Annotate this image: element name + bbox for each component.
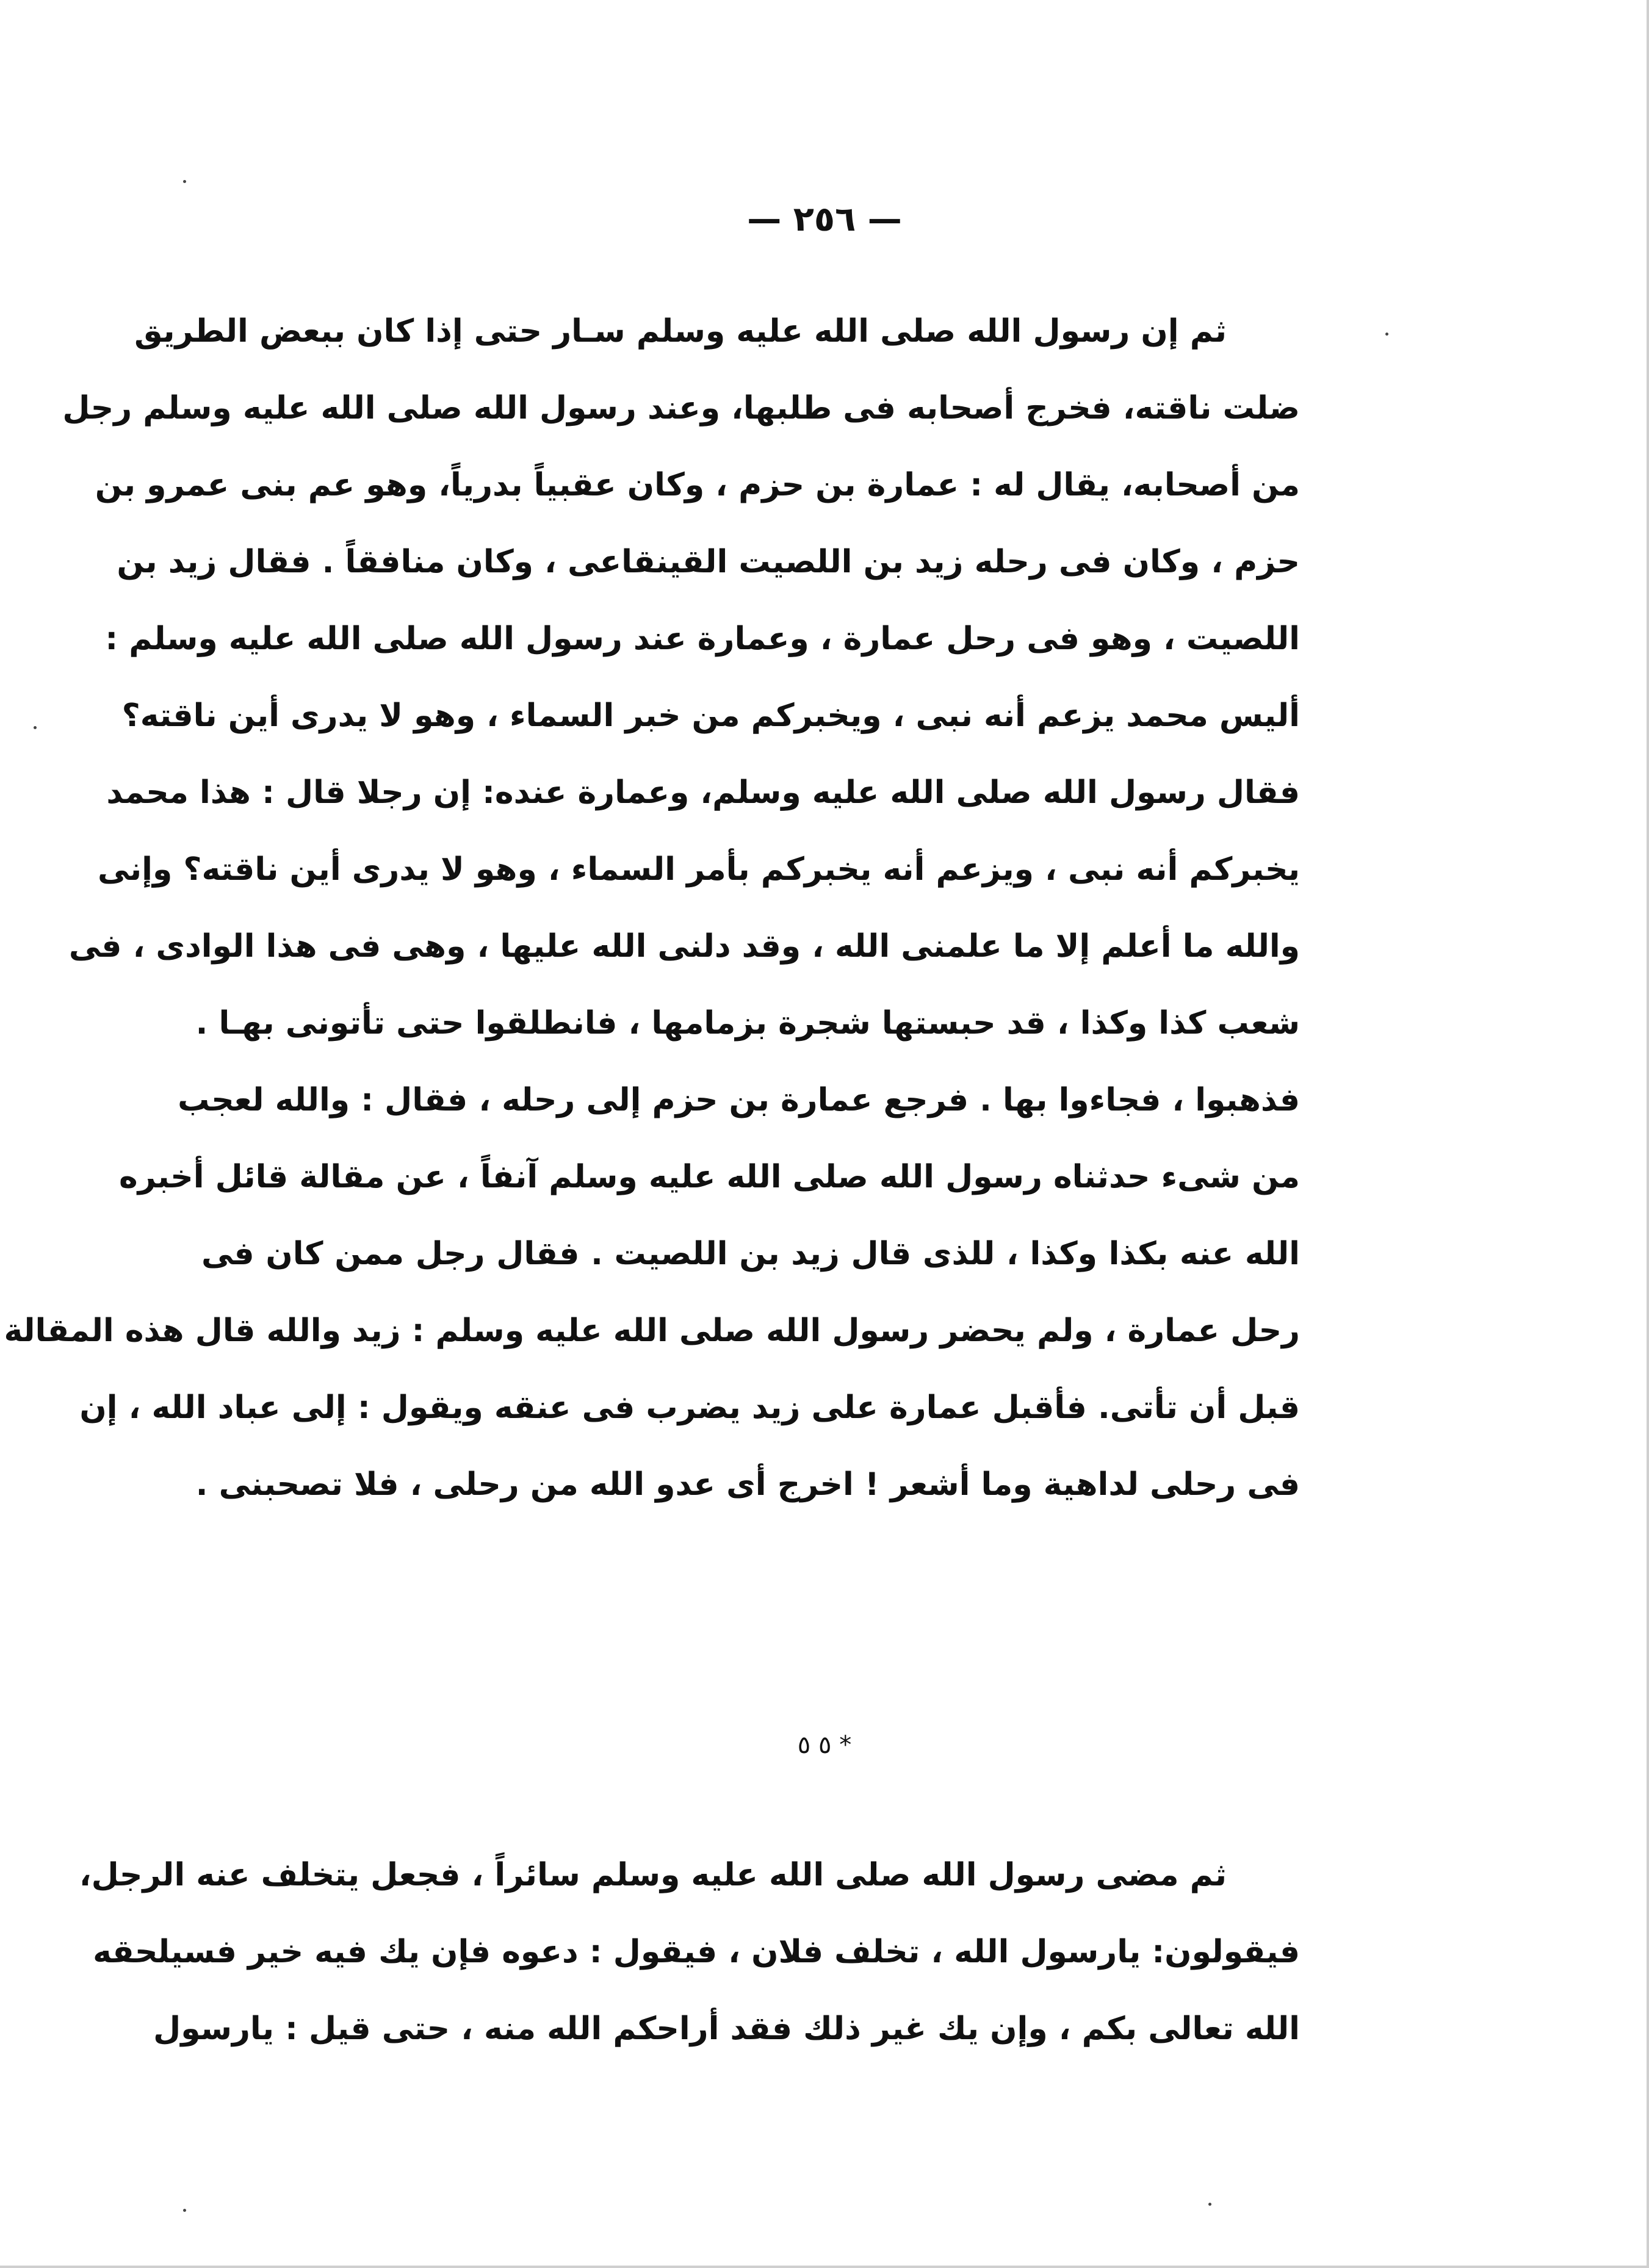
text-line: والله ما أعلم إلا ما علمنى الله ، وقد دلنى الله عليها ، وهى فى هذا الوادى ، فى xyxy=(68,928,1300,965)
text-line: الله تعالى بكم ، وإن يك غير ذلك فقد أراحكم الله منه ، حتى قيل : يارسول xyxy=(153,2011,1300,2047)
scan-speck xyxy=(34,726,37,729)
paragraph-2 xyxy=(79,1837,1300,2067)
text-line: رحل عمارة ، ولم يحضر رسول الله صلى الله عليه وسلم : زيد والله قال هذه المقالة xyxy=(4,1312,1300,1349)
page-edge-right xyxy=(1647,0,1649,2268)
text-line: يخبركم أنه نبى ، ويزعم أنه يخبركم بأمر السماء ، وهو لا يدرى أين ناقته؟ وإنى xyxy=(97,851,1300,888)
text-line: فذهبوا ، فجاءوا بها . فرجع عمارة بن حزم إلى رحله ، فقال : والله لعجب xyxy=(178,1082,1300,1118)
scan-speck xyxy=(183,180,186,183)
text-line: شعب كذا وكذا ، قد حبستها شجرة بزمامها ، فانطلقوا حتى تأتونى بهـا . xyxy=(195,1005,1300,1042)
text-line: فيقولون: يارسول الله ، تخلف فلان ، فيقول : دعوه فإن يك فيه خير فسيلحقه xyxy=(93,1934,1300,1970)
text-line: ضلت ناقته، فخرج أصحابه فى طلبها، وعند رسول الله صلى الله عليه وسلم رجل xyxy=(62,390,1300,427)
text-line: الله عنه بكذا وكذا ، للذى قال زيد بن اللصيت . فقال رجل ممن كان فى xyxy=(201,1236,1300,1272)
text-line: ثم مضى رسول الله صلى الله عليه وسلم سائراً ، فجعل يتخلف عنه الرجل، xyxy=(79,1857,1227,1893)
scan-speck xyxy=(1208,2203,1211,2206)
text-line: أليس محمد يزعم أنه نبى ، ويخبركم من خبر السماء ، وهو لا يدرى أين ناقته؟ xyxy=(121,697,1300,734)
page-edge-bottom xyxy=(0,2266,1649,2268)
text-line: من شىء حدثناه رسول الله صلى الله عليه وسلم آنفاً ، عن مقالة قائل أخبره xyxy=(119,1159,1300,1195)
text-line: فى رحلى لداهية وما أشعر ! اخرج أى عدو الله من رحلى ، فلا تصحبنى . xyxy=(195,1466,1300,1503)
text-line: ثم إن رسول الله صلى الله عليه وسلم سـار حتى إذا كان ببعض الطريق xyxy=(134,313,1227,350)
paragraph-1 xyxy=(4,293,1300,1523)
scan-speck xyxy=(183,2209,186,2212)
text-line: قبل أن تأتى. فأقبل عمارة على زيد يضرب فى عنقه ويقول : إلى عباد الله ، إن xyxy=(79,1389,1300,1426)
text-line: حزم ، وكان فى رحله زيد بن اللصيت القينقاعى ، وكان منافقاً . فقال زيد بن xyxy=(117,544,1300,580)
text-line: من أصحابه، يقال له : عمارة بن حزم ، وكان عقبياً بدرياً، وهو عم بنى عمرو بن xyxy=(95,467,1300,503)
page-number: — ٢٥٦ — xyxy=(747,200,902,239)
text-line: اللصيت ، وهو فى رحل عمارة ، وعمارة عند رسول الله صلى الله عليه وسلم : xyxy=(105,621,1300,657)
scan-speck xyxy=(1385,333,1388,336)
section-separator: * ٥ ٥ xyxy=(797,1731,852,1759)
text-line: فقال رسول الله صلى الله عليه وسلم، وعمارة عنده: إن رجلا قال : هذا محمد xyxy=(106,774,1300,811)
